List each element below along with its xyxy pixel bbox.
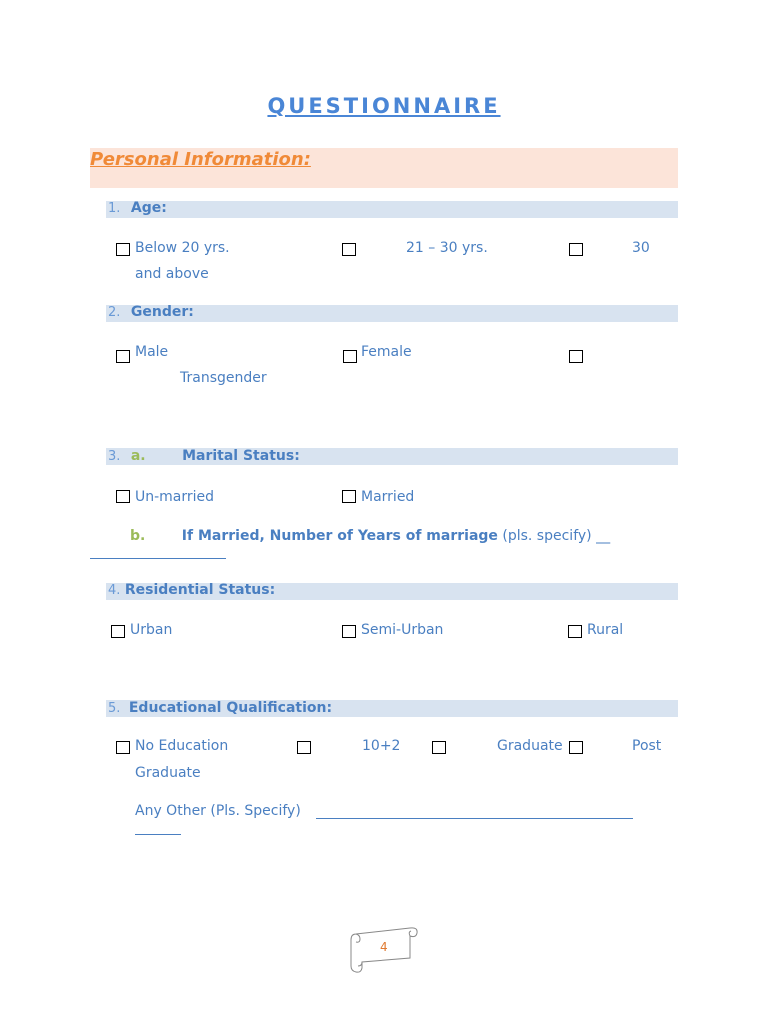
option-no-education: No Education — [135, 738, 229, 754]
question-label: Gender: — [130, 304, 194, 320]
checkbox-30-above[interactable] — [569, 243, 583, 256]
checkbox-graduate[interactable] — [432, 741, 446, 754]
checkbox-semi-urban[interactable] — [342, 625, 356, 638]
question-number: 4. — [108, 583, 121, 598]
blank-start: __ — [596, 528, 611, 544]
checkbox-female[interactable] — [343, 350, 357, 363]
checkbox-no-education[interactable] — [116, 741, 130, 754]
option-graduate: Graduate — [497, 738, 563, 754]
question-number: 2. — [108, 305, 121, 320]
page-title: QUESTIONNAIRE — [267, 94, 501, 118]
question-label: Age: — [130, 200, 167, 216]
checkbox-transgender[interactable] — [569, 350, 583, 363]
option-below-20: Below 20 yrs. — [135, 240, 230, 256]
option-21-30: 21 – 30 yrs. — [406, 240, 488, 256]
sub-letter-a: a. — [130, 448, 146, 464]
checkbox-below-20[interactable] — [116, 243, 130, 256]
question-label: Educational Qualification: — [128, 700, 333, 716]
checkbox-21-30[interactable] — [342, 243, 356, 256]
option-semi-urban: Semi-Urban — [361, 622, 444, 638]
answer-line-years[interactable] — [90, 558, 226, 559]
question-number: 5. — [108, 701, 121, 716]
checkbox-10-2[interactable] — [297, 741, 311, 754]
checkbox-married[interactable] — [342, 490, 356, 503]
hint-text: (pls. specify) — [502, 528, 592, 544]
question-residential — [108, 582, 275, 598]
question-years-married — [130, 528, 610, 544]
checkbox-male[interactable] — [116, 350, 130, 363]
option-10-2: 10+2 — [362, 738, 401, 754]
option-transgender: Transgender — [180, 370, 267, 386]
sub-letter-b: b. — [130, 528, 146, 544]
option-urban: Urban — [130, 622, 173, 638]
page-number: 4 — [380, 940, 388, 954]
option-male: Male — [135, 344, 169, 360]
checkbox-post-graduate[interactable] — [569, 741, 583, 754]
checkbox-unmarried[interactable] — [116, 490, 130, 503]
question-education — [108, 700, 332, 716]
answer-line-other-cont[interactable] — [135, 834, 181, 835]
answer-line-other[interactable] — [316, 818, 633, 819]
option-30: 30 — [632, 240, 650, 256]
option-post-graduate: Graduate — [135, 765, 201, 781]
checkbox-rural[interactable] — [568, 625, 582, 638]
section-title: Personal Information: — [90, 149, 311, 170]
checkbox-urban[interactable] — [111, 625, 125, 638]
option-rural: Rural — [587, 622, 624, 638]
question-marital — [108, 448, 300, 464]
question-gender — [108, 304, 194, 320]
option-and-above: and above — [135, 266, 209, 282]
any-other-label: Any Other (Pls. Specify) — [135, 803, 301, 819]
option-post: Post — [632, 738, 662, 754]
question-number: 3. — [108, 449, 121, 464]
option-married: Married — [361, 489, 415, 505]
question-label: Marital Status: — [182, 448, 300, 464]
question-label: Residential Status: — [124, 582, 276, 598]
option-female: Female — [361, 344, 412, 360]
question-age — [108, 200, 167, 216]
question-number: 1. — [108, 201, 121, 216]
option-unmarried: Un-married — [135, 489, 215, 505]
question-bar-age — [106, 201, 678, 218]
question-label: If Married, Number of Years of marriage — [181, 528, 498, 544]
